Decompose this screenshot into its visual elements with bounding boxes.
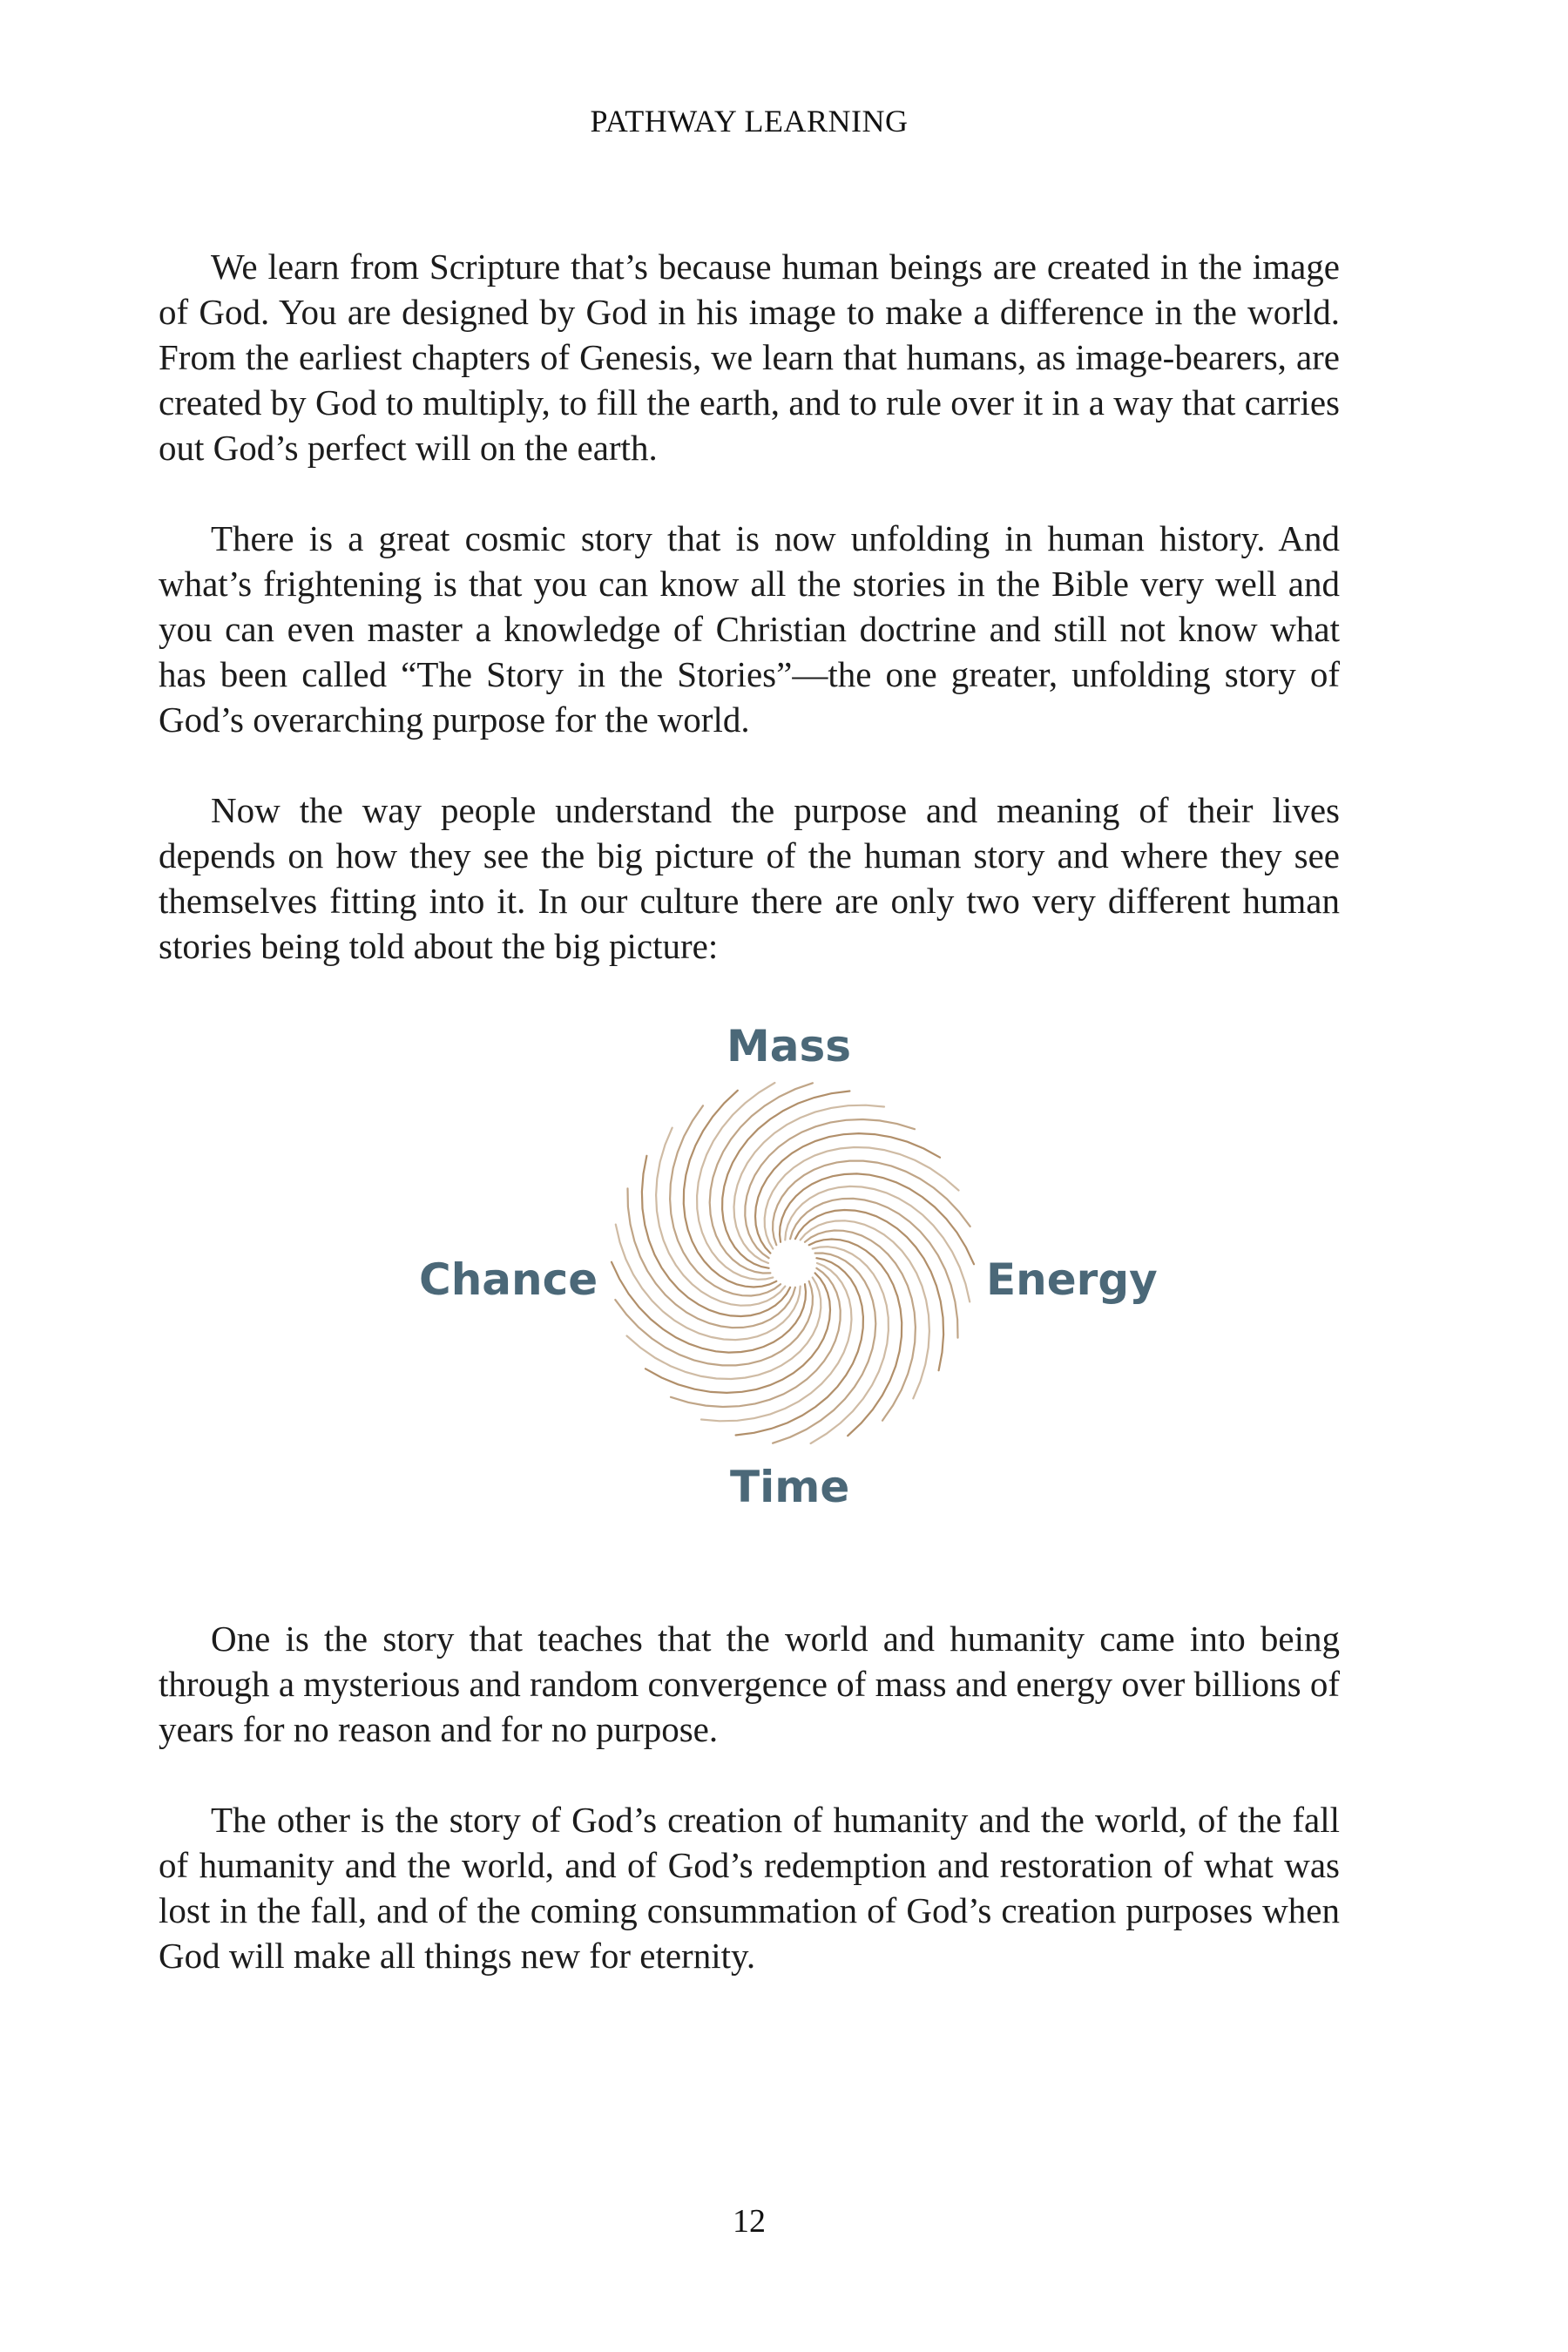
paragraph-two-stories: Now the way people understand the purpose and meaning of their lives depends on how they see the big picture of the human story and where they see themselves fitting into it. In our culture there are only two very different human stories being told about the big picture: <box>159 790 1340 966</box>
figure-label-chance: Chance <box>419 1254 598 1305</box>
figure-label-mass: Mass <box>727 1021 852 1071</box>
spiral-arm <box>628 1188 795 1328</box>
running-head: PATHWAY LEARNING <box>590 104 909 139</box>
spiral-arm <box>755 1133 940 1254</box>
figure-label-energy: Energy <box>986 1254 1158 1305</box>
paragraph-random-story: One is the story that teaches that the world and humanity came into being through a mysterious and random convergence of mass and energy over billions of years for no reason and for no purpose. <box>159 1619 1340 1749</box>
paragraph-cosmic-story: There is a great cosmic story that is now unfolding in human history. And what’s frightening is that you can know all the stories in the Bible very well and you can even master a knowledge of Christian doctrine and still not know what has been called “The Story in the Stories”—the one greater, unfolding story of God’s overarching purpose for the world. <box>159 518 1340 740</box>
body-text-top <box>159 244 1340 969</box>
paragraph-creation-story: The other is the story of God’s creation of humanity and the world, of the fall of humanity and the world, and of God’s redemption and restoration of what was lost in the fall, and of the coming consummation of God’s creation purposes when God will make all things new for eternity. <box>159 1800 1340 1976</box>
figure-label-time: Time <box>730 1462 850 1512</box>
spiral-vortex-icon <box>601 1071 984 1455</box>
paragraph-image-of-god: We learn from Scripture that’s because human beings are created in the image of God. You are designed by God in his image to make a difference in the world. From the earliest chapters of Genesis, we learn that humans, as image-bearers, are created by God to multiply, to fill the earth, and to rule over it in a way that carries out God’s perfect will on the earth. <box>159 247 1340 468</box>
spiral-center <box>770 1240 815 1286</box>
spiral-arm <box>645 1273 830 1393</box>
spiral-arm <box>790 1199 957 1338</box>
worldview-figure <box>401 1002 1158 1533</box>
body-text-bottom <box>159 1616 1340 1978</box>
page-number: 12 <box>733 2203 766 2240</box>
